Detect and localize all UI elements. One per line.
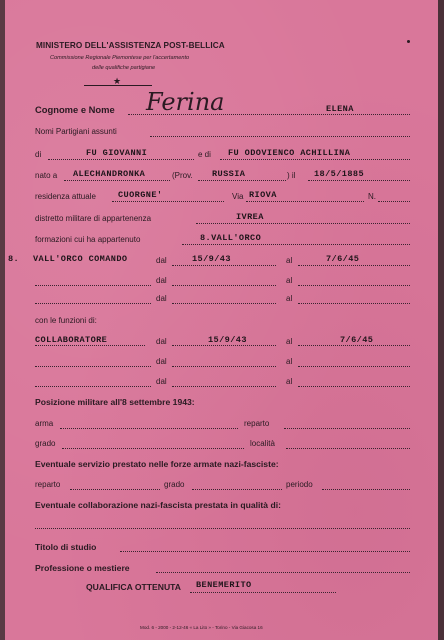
commission-line-1: Commissione Regionale Piemontese per l'accertamento bbox=[50, 55, 190, 61]
star-icon: ★ bbox=[113, 76, 122, 86]
formation-to-line bbox=[298, 285, 410, 286]
birthdate-line bbox=[308, 180, 410, 181]
function-from-value: 15/9/43 bbox=[208, 335, 247, 345]
formation-from-line bbox=[172, 265, 276, 266]
number-label: N. bbox=[368, 192, 376, 201]
father-line bbox=[48, 159, 194, 160]
function-from-line bbox=[172, 386, 276, 387]
arma-line bbox=[60, 428, 238, 429]
nazi-periodo-label: periodo bbox=[286, 480, 313, 489]
residence-value: CUORGNE' bbox=[118, 190, 163, 200]
nazi-reparto-label: reparto bbox=[35, 480, 61, 489]
formations-label: formazioni cui ha appartenuto bbox=[35, 235, 141, 244]
profession-label: Professione o mestiere bbox=[35, 563, 130, 573]
residence-line bbox=[112, 201, 224, 202]
function-from-line bbox=[172, 366, 276, 367]
formation-to-line bbox=[298, 265, 410, 266]
function-role-line bbox=[35, 386, 151, 387]
surname-handwritten: Ferina bbox=[146, 88, 225, 116]
scan-edge-right bbox=[438, 0, 444, 640]
collaboration-title: Eventuale collaborazione nazi-fascista prestata in qualità di: bbox=[35, 500, 281, 510]
residence-label: residenza attuale bbox=[35, 192, 96, 201]
father-label: di bbox=[35, 150, 42, 159]
province-line bbox=[198, 180, 286, 181]
number-line bbox=[378, 201, 410, 202]
nazi-service-title: Eventuale servizio prestato nelle forze armate nazi-fasciste: bbox=[35, 459, 279, 469]
formation-prefix: 8. bbox=[8, 254, 20, 264]
nazi-reparto-line bbox=[70, 489, 160, 490]
father-value: FU GIOVANNI bbox=[86, 148, 148, 158]
formation-name-line bbox=[35, 303, 151, 304]
birthdate-label: ) il bbox=[287, 171, 296, 180]
formations-line bbox=[182, 244, 410, 245]
qualifica-line bbox=[190, 592, 336, 593]
province-value: RUSSIA bbox=[212, 169, 246, 179]
district-label: distretto militare di appartenenza bbox=[35, 214, 152, 223]
localita-label: località bbox=[250, 439, 275, 448]
birthplace-line bbox=[64, 180, 170, 181]
arma-label: arma bbox=[35, 419, 54, 428]
function-from-line bbox=[172, 345, 276, 346]
function-to-label: al bbox=[286, 377, 293, 386]
street-line bbox=[246, 201, 364, 202]
grado-label: grado bbox=[35, 439, 56, 448]
function-to-line bbox=[298, 386, 410, 387]
function-to-label: al bbox=[286, 337, 293, 346]
district-line bbox=[196, 223, 410, 224]
formation-from-label: dal bbox=[156, 256, 167, 265]
street-label: Via bbox=[232, 192, 244, 201]
nazi-grado-label: grado bbox=[164, 480, 185, 489]
print-footer: Mod. 6 - 2000 - 2-12-46 « La Lito » - Torino - Via Giacosa 16 bbox=[140, 625, 263, 630]
reparto-line bbox=[284, 428, 410, 429]
functions-label: con le funzioni di: bbox=[35, 316, 97, 325]
formation-to-label: al bbox=[286, 256, 293, 265]
mother-label: e di bbox=[198, 150, 211, 159]
study-line bbox=[120, 551, 410, 552]
function-to-value: 7/6/45 bbox=[340, 335, 374, 345]
qualifica-value: BENEMERITO bbox=[196, 580, 252, 590]
formation-to-label: al bbox=[286, 294, 293, 303]
function-to-label: al bbox=[286, 357, 293, 366]
mother-line bbox=[220, 159, 410, 160]
function-to-line bbox=[298, 366, 410, 367]
formation-from-line bbox=[172, 285, 276, 286]
ink-dot bbox=[407, 40, 410, 43]
formation-value: 8.VALL'ORCO bbox=[200, 233, 262, 243]
military-title: Posizione militare all'8 settembre 1943: bbox=[35, 397, 195, 407]
reparto-label: reparto bbox=[244, 419, 270, 428]
profession-line bbox=[156, 572, 410, 573]
qualifica-label: QUALIFICA OTTENUTA bbox=[86, 582, 181, 592]
birthdate-value: 18/5/1885 bbox=[314, 169, 365, 179]
function-role: COLLABORATORE bbox=[35, 335, 108, 345]
aliases-label: Nomi Partigiani assunti bbox=[35, 127, 117, 136]
scan-edge-left bbox=[0, 0, 5, 640]
collaboration-line bbox=[35, 528, 410, 529]
formation-name-line bbox=[35, 285, 151, 286]
formation-from-label: dal bbox=[156, 276, 167, 285]
formation-to-label: al bbox=[286, 276, 293, 285]
commission-line-2: delle qualifiche partigiane bbox=[92, 65, 156, 71]
function-from-label: dal bbox=[156, 357, 167, 366]
localita-line bbox=[286, 448, 410, 449]
first-name-value: ELENA bbox=[326, 104, 354, 114]
birthplace-value: ALECHANDRONKA bbox=[73, 169, 146, 179]
formation-from-value: 15/9/43 bbox=[192, 254, 231, 264]
formation-name: VALL'ORCO COMANDO bbox=[33, 254, 128, 264]
formation-from-line bbox=[172, 303, 276, 304]
born-label: nato a bbox=[35, 171, 58, 180]
province-label: (Prov. bbox=[172, 171, 193, 180]
function-role-line bbox=[35, 366, 151, 367]
formation-to-line bbox=[298, 303, 410, 304]
surname-label: Cognome e Nome bbox=[35, 104, 115, 115]
header-rule bbox=[84, 85, 152, 86]
study-label: Titolo di studio bbox=[35, 542, 97, 552]
district-value: IVREA bbox=[236, 212, 264, 222]
aliases-line bbox=[150, 136, 410, 137]
nazi-periodo-line bbox=[322, 489, 410, 490]
ministry-title: MINISTERO DELL'ASSISTENZA POST-BELLICA bbox=[36, 41, 225, 50]
street-value: RIOVA bbox=[249, 190, 277, 200]
formation-to-value: 7/6/45 bbox=[326, 254, 360, 264]
function-from-label: dal bbox=[156, 337, 167, 346]
formation-from-label: dal bbox=[156, 294, 167, 303]
function-from-label: dal bbox=[156, 377, 167, 386]
nazi-grado-line bbox=[192, 489, 282, 490]
function-role-line bbox=[35, 345, 145, 346]
function-to-line bbox=[298, 345, 410, 346]
grado-line bbox=[62, 448, 244, 449]
mother-value: FU ODOVIENCO ACHILLINA bbox=[228, 148, 351, 158]
